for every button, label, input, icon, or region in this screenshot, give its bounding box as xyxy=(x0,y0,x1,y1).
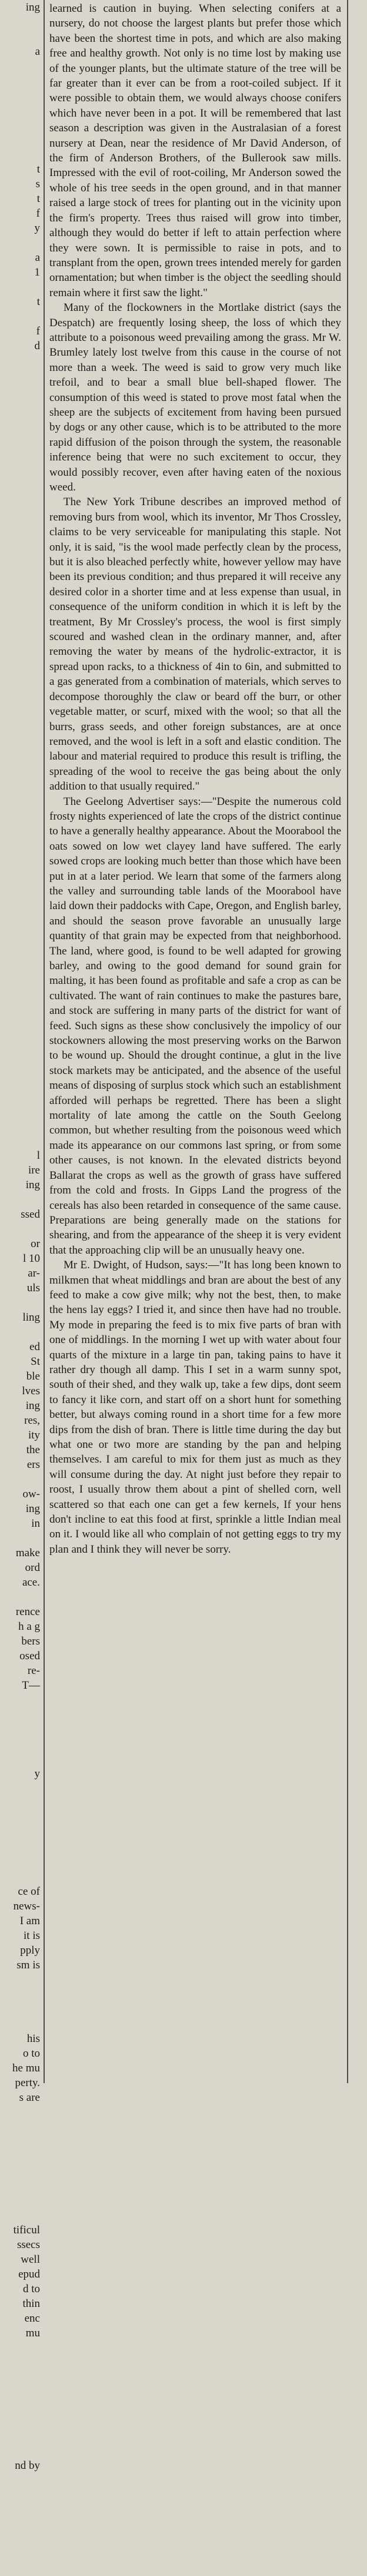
left-fragment-line: s are xyxy=(19,2091,40,2104)
left-fragment-line: ing xyxy=(25,1400,40,1412)
left-fragment-line: nd by xyxy=(15,2459,40,2472)
left-fragment-line: bers xyxy=(21,1635,40,1647)
left-fragment-line: f xyxy=(36,207,40,220)
left-fragment-line: y xyxy=(34,222,40,234)
left-fragment-line: ing xyxy=(25,1503,40,1515)
left-fragment-line: St xyxy=(31,1355,40,1368)
left-fragment-line: ce of xyxy=(18,1885,40,1898)
left-fragment-line: h a g xyxy=(18,1620,40,1633)
left-fragment-line: or xyxy=(31,1238,40,1250)
left-fragment-line: re- xyxy=(27,1665,40,1677)
left-fragment-line: the xyxy=(26,1444,40,1456)
left-fragment-line: ow- xyxy=(22,1488,40,1500)
left-fragment-line: a xyxy=(35,45,40,58)
left-fragment-line: s xyxy=(35,178,40,190)
left-fragment-line: I am xyxy=(19,1915,40,1927)
left-fragment-line: d xyxy=(34,340,40,352)
left-fragment-line: ace. xyxy=(22,1576,40,1589)
left-fragment-line: l 10 xyxy=(22,1252,40,1265)
left-fragment-line: ssecs xyxy=(16,2239,40,2251)
left-fragment-line: l xyxy=(36,1149,40,1162)
left-fragment-line: ble xyxy=(26,1370,40,1383)
left-fragment-line: o to xyxy=(22,2047,40,2060)
paragraph-geelong-crops: The Geelong Advertiser says:—"Despite the numerous cold frosty nights experienced of late the crops of the district continue to have a generally healthy appearance. About the Moorabool the oats sowed on low wet clayey land have suffered. The early sowed crops are looking much better than those which have been put in at a later period. We learn that some of the farmers along the valley and surrounding table lands of the Moorabool have laid down their paddocks with Cape, Oregon, and English barley, and should the season prove favorable an unusually large quantity of that grain may be expected from that neighborhood. The land, where good, is found to be well adapted for growing barley, and owing to the good demand for sound grain for malting, it has been found as profitable and safe a crop as can be cultivated. The want of rain continues to make the pastures bare, and stock are suffering in many parts of the district for want of feed. Such signs as these show conclusively the impolicy of our stockowners allowing the most preserving works on the Barwon to be wound up. Should the drought continue, a glut in the live stock markets may be anticipated, and the absence of the useful means of disposing of surplus stock which such an establishment afforded will perhaps be regretted. There has been a slight mortality of late among the cattle on the South Geelong common, but whether resulting from the poisonous weed which made its appearance on our commons last spring, or from some other causes, is not known. In the elevated districts beyond Ballarat the crops as well as the growth of grass have suffered from the cold and frosts. In Gipps Land the progress of the cereals has also been retarded in consequence of the same cause. Preparations are being generally made on the stations for shearing, and from the appearance of the sheep it is very evident that the approaching clip will be an unusually heavy one. xyxy=(49,795,341,1256)
left-fragment-line: osed xyxy=(19,1650,40,1662)
left-fragment-line: ity xyxy=(28,1429,40,1441)
left-fragment-line: tificul xyxy=(13,2224,40,2236)
left-fragment-line: d to xyxy=(22,2283,40,2295)
left-fragment-line: lves xyxy=(22,1385,40,1397)
left-fragment-line: sm is xyxy=(16,1959,40,1971)
left-fragment-line: ing xyxy=(25,1,40,14)
paragraph-hens-bran: Mr E. Dwight, of Hudson, says:—"It has long been known to milkmen that wheat middlings and bran are about the best of any feed to make a cow give milk; why not the best, then, to make the hens lay eggs? I tried it, and since then have had no trouble. My mode in preparing the feed is to mix five parts of bran with one of middlings. In the morning I wet up with water about four quarts of the mixture in a large tin pan, taking pains to have it rather dry though all damp. This I set in a warm sunny spot, south of their shed, and they walk up, take a few dips, dont seem to fancy it like corn, and start off on a short hunt for something better, but always coming round in a short time for a few more dips from the dish of bran. There is little time during the day but what one or two more are standing by the pan and helping themselves. I am careful to mix for them just as much as they will consume during the day. At night just before they repair to roost, I usually throw them about a pint of shelled corn, well scattered so that each one can get a few kernels, If your hens don't incline to eat this food at first, sprinkle a little Indian meal on it. I would like all who complain of not getting eggs to try my plan and I think they will never be sorry. xyxy=(49,1259,341,1556)
left-fragment-line: thin xyxy=(22,2297,40,2310)
main-article-column xyxy=(49,1,341,2082)
left-fragment-line: T— xyxy=(22,1679,40,1692)
paragraph-conifers: learned is caution in buying. When selecting conifers at a nursery, do not choose the largest plants but prefer those which have been the shortest time in pots, and which are also making free and healthy growth. Not only is no time lost by making use of the younger plants, but the ultimate stature of the tree will be far greater than it ever can be from a root-coiled subject. If it were possible to obtain them, we would always choose conifers which have never been in a pot. It will be remembered that last season a description was given in the Australasian of a forest nursery at Dean, near the residence of Mr David Anderson, of the firm of Anderson Brothers, of the Bullerook saw mills. Impressed with the evil of root-coiling, Mr Anderson sowed the whole of his tree seeds in the open ground, and in that manner raised a large stock of trees for planting out in the vicinity upon the firm's property. Trees thus raised will grow into timber, although they would do better if left to attain perfection where they were sown. It is permissible to raise in pots, and to transplant from the open, grown trees intended merely for garden ornamentation; but when timber is the object the seedling should remain where it first saw the light." xyxy=(49,2,341,299)
left-fragment-line: t xyxy=(36,163,40,175)
paragraph-mortlake-weed: Many of the flockowners in the Mortlake district (says the Despatch) are frequently losing sheep, the loss of which they attribute to a poisonous weed prevailing among the grass. Mr W. Brumley lately lost twelve from this cause in the course of not more than a week. The weed is said to grow very much like trefoil, and to bear a small blue bell-shaped flower. The consumption of this weed is stated to prove most fatal when the sheep are the subjects of excitement from having been pursued by dogs or any other cause, which is to be attributed to the more rapid diffusion of the poison through the system, the reasonable inference being that were no such excitement to occur, they would possibly recover, even after having eaten of the noxious weed. xyxy=(49,301,341,493)
left-fragment-line: it is xyxy=(24,1929,40,1942)
left-fragment-line: ar- xyxy=(28,1267,40,1279)
right-column-fragments xyxy=(351,0,367,2083)
left-fragment-line: well xyxy=(21,2253,40,2266)
left-fragment-line: perty. xyxy=(15,2077,40,2089)
left-fragment-line: make xyxy=(15,1547,40,1559)
left-fragment-line: ssed xyxy=(21,1208,40,1221)
left-fragment-line: mu xyxy=(25,2327,40,2339)
left-fragment-line: t xyxy=(36,296,40,308)
left-fragment-line: he mu xyxy=(12,2062,40,2074)
left-fragment-line: a xyxy=(35,251,40,264)
left-fragment-line: uls xyxy=(26,1282,40,1294)
left-fragment-line: enc xyxy=(24,2312,40,2325)
left-fragment-line: his xyxy=(26,2033,40,2045)
left-fragment-line: rence xyxy=(15,1606,40,1618)
left-fragment-line: ers xyxy=(26,1458,40,1471)
left-fragment-line: ed xyxy=(29,1341,40,1353)
left-fragment-line: epud xyxy=(18,2268,40,2280)
left-fragment-line: ord xyxy=(25,1561,40,1574)
left-fragment-line: f xyxy=(36,325,40,337)
left-fragment-line: news- xyxy=(13,1900,40,1912)
left-fragment-line: ling xyxy=(22,1311,40,1324)
left-fragment-line: 1 xyxy=(34,266,40,279)
left-fragment-line: t xyxy=(36,193,40,205)
left-column-fragments xyxy=(0,0,44,2472)
left-fragment-line: ire xyxy=(28,1164,40,1176)
left-fragment-line: ing xyxy=(25,1179,40,1191)
column-rule-left xyxy=(44,0,45,2083)
column-rule-right xyxy=(347,0,348,2083)
left-fragment-line: pply xyxy=(20,1944,40,1957)
left-fragment-line: in xyxy=(31,1517,40,1530)
left-fragment-line: res, xyxy=(24,1414,40,1427)
left-fragment-line: y xyxy=(34,1768,40,1780)
paragraph-wool-burs: The New York Tribune describes an improved method of removing burs from wool, which its inventor, Mr Thos Crossley, claims to be very serviceable for manipulating this staple. Not only, it is said, "is the wool made perfectly clean by the process, but it is also bleached perfectly white, however yellow may have been its previous condition; and thus prepared it will receive any desired color in a shorter time and at less expense than usual, in consequence of the uniform condition in which it is left by the treatment, By Mr Crossley's process, the wool is first simply scoured and washed clean in the ordinary manner, and, after removing the water by means of the hydrolic-extractor, it is spread upon racks, to a thickness of 4in to 6in, and submitted to a gas generated from a combination of materials, which serves to decompose thoroughly the claw or beard off the burr, or other vegetable matter, or scurf, mixed with the wool; so that all the burrs, grass seeds, and other foreign substances, are at once removed, and the wool is left in a soft and elastic condition. The labour and material required to produce this result is trifling, the spreading of the wool to receive the gas being about the only addition to that usually required." xyxy=(49,496,341,793)
